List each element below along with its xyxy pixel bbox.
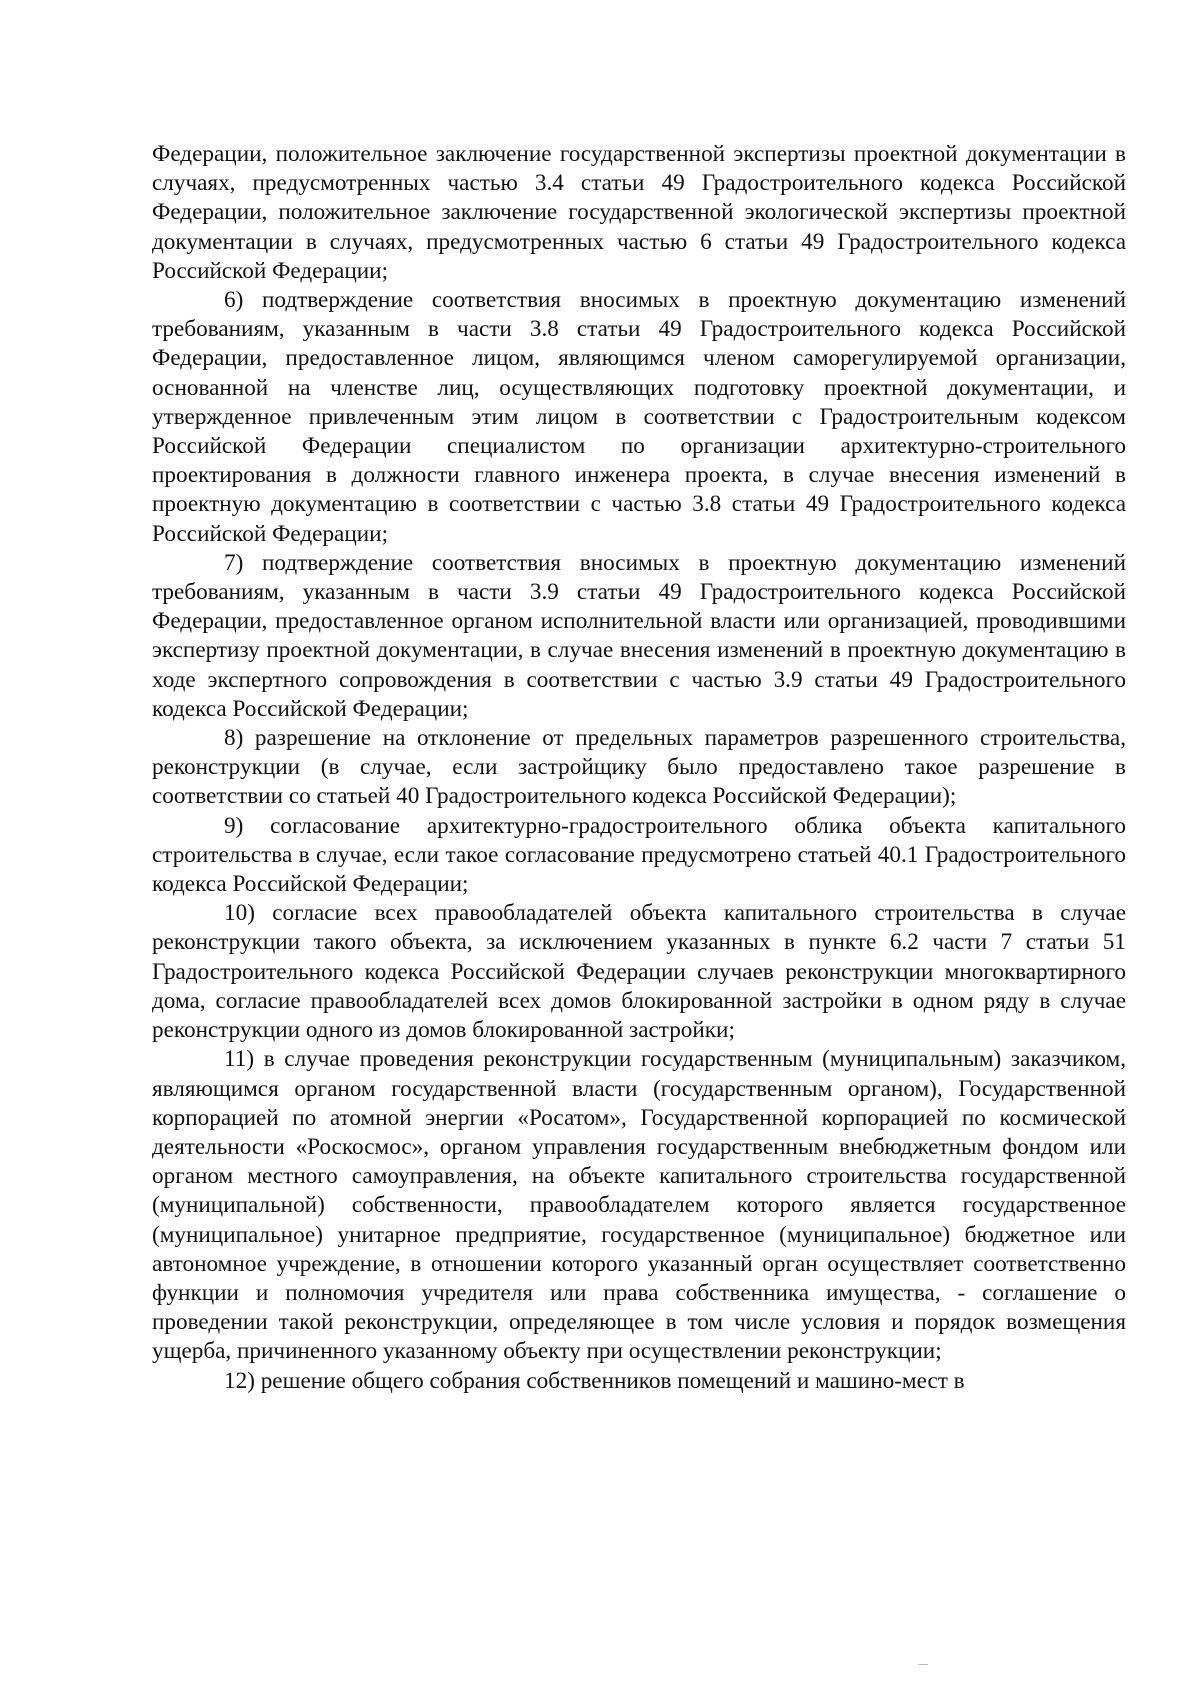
paragraph-item-8: 8) разрешение на отклонение от предельных параметров разрешенного строительства, реконструкции (в случае, если застройщику было предоставлено такое разрешение в соответствии со статьей 40 Градостроительного кодекса Российской Федерации); [152,725,1126,810]
paragraph-item-11: 11) в случае проведения реконструкции государственным (муниципальным) заказчиком, являющимся органом государственной власти (государственным органом), Государственной корпорацией по атомной энергии «Росатом», Государственной корпорацией по космической деятельности «Роскосмос», органом управления государственным внебюджетным фондом или органом местного самоуправления, на объекте капитального строительства государственной (муниципальной) собственности, правообладателем которого является государственное (муниципальное) унитарное предприятие, государственное (муниципальное) бюджетное или автономное учреждение, в отношении которого указанный орган осуществляет соответственно функции и полномочия учредителя или права собственника имущества, - соглашение о проведении такой реконструкции, определяющее в том числе условия и порядок возмещения ущерба, причиненного указанному объекту при осуществлении реконструкции; [152,1046,1126,1365]
scan-artifact [918,1664,928,1665]
paragraph-item-10: 10) согласие всех правообладателей объекта капитального строительства в случае реконструкции такого объекта, за исключением указанных в пункте 6.2 части 7 статьи 51 Градостроительного кодекса Российской Федерации случаев реконструкции многоквартирного дома, согласие правообладателей всех домов блокированной застройки в одном ряду в случае реконструкции одного из домов блокированной застройки; [152,900,1126,1044]
paragraph-item-7: 7) подтверждение соответствия вносимых в проектную документацию изменений требованиям, указанным в части 3.9 статьи 49 Градостроительного кодекса Российской Федерации, предоставленное органом исполнительной власти или организацией, проводившими экспертизу проектной документации, в случае внесения изменений в проектную документацию в ходе экспертного сопровождения в соответствии с частью 3.9 статьи 49 Градостроительного кодекса Российской Федерации; [152,549,1126,722]
paragraph-item-6: 6) подтверждение соответствия вносимых в проектную документацию изменений требованиям, указанным в части 3.8 статьи 49 Градостроительного кодекса Российской Федерации, предоставленное лицом, являющимся членом саморегулируемой организации, основанной на членстве лиц, осуществляющих подготовку проектной документации, и утвержденное привлеченным этим лицом в соответствии с Градостроительным кодексом Российской Федерации специалистом по организации архитектурно-строительного проектирования в должности главного инженера проекта, в случае внесения изменений в проектную документацию в соответствии с частью 3.8 статьи 49 Градостроительного кодекса Российской Федерации; [152,287,1126,547]
paragraph-continuation: Федерации, положительное заключение государственной экспертизы проектной документации в случаях, предусмотренных частью 3.4 статьи 49 Градостроительного кодекса Российской Федерации, положительное заключение государственной экологической экспертизы проектной документации в случаях, предусмотренных частью 6 статьи 49 Градостроительного кодекса Российской Федерации; [152,141,1126,284]
paragraph-item-12: 12) решение общего собрания собственников помещений и машино-мест в [224,1367,965,1394]
paragraph-item-9: 9) согласование архитектурно-градостроительного облика объекта капитального строительства в случае, если такое согласование предусмотрено статьей 40.1 Градостроительного кодекса Российской Федерации; [152,812,1126,898]
document-page [152,140,1126,1396]
